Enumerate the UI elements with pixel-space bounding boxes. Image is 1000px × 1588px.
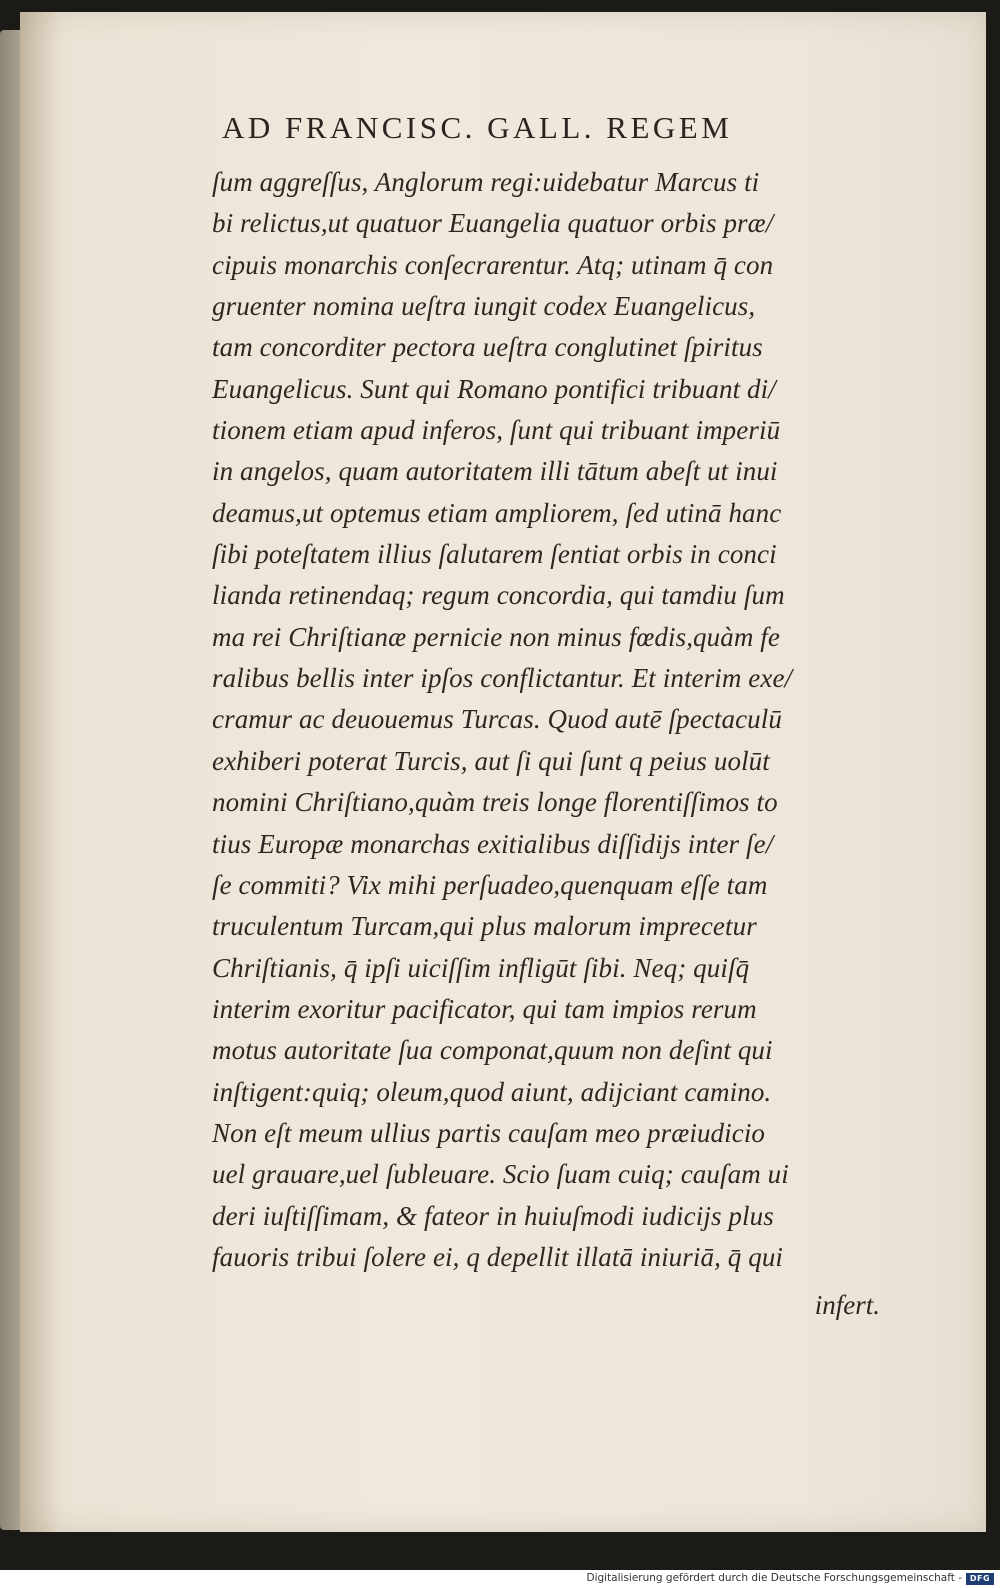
text-block xyxy=(212,162,902,1278)
gutter-shadow xyxy=(20,12,60,1532)
dfg-logo-icon: DFG xyxy=(966,1573,994,1585)
text-line: tius Europæ monarchas exitialibus diſſidijs inter ſe/ xyxy=(212,828,774,859)
text-line: bi relictus,ut quatuor Euangelia quatuor orbis præ/ xyxy=(212,208,774,239)
text-line: uel grauare,uel ſubleuare. Scio ſuam cuiq; cauſam ui xyxy=(212,1159,789,1190)
text-line: lianda retinendaq; regum concordia, qui tamdiu ſum xyxy=(212,580,785,611)
footer-bar xyxy=(0,1570,1000,1588)
text-line: interim exoritur pacificator, qui tam impios rerum xyxy=(212,993,757,1024)
running-head: AD FRANCISC. GALL. REGEM xyxy=(222,110,733,145)
text-line: cipuis monarchis conſecrarentur. Atq; utinam q̄ con xyxy=(212,249,774,280)
text-line: tionem etiam apud inferos, ſunt qui tribuant imperiū xyxy=(212,415,781,446)
text-line: exhiberi poterat Turcis, aut ſi qui ſunt q peius uolūt xyxy=(212,745,770,776)
text-line: ſum aggreſſus, Anglorum regi:uidebatur Marcus ti xyxy=(212,167,760,197)
text-line: nomini Chriſtiano,quàm treis longe florentiſſimos to xyxy=(212,787,778,818)
text-line: cramur ac deuouemus Turcas. Quod autē ſpectaculū xyxy=(212,704,782,735)
text-line: Chriſtianis, q̄ ipſi uiciſſim infligūt ſibi. Neq; quiſq̄ xyxy=(212,952,750,983)
text-line: gruenter nomina ueſtra iungit codex Euangelicus, xyxy=(212,291,756,322)
text-line: fauoris tribui ſolere ei, q depellit illatā iniuriā, q̄ qui xyxy=(212,1241,784,1272)
text-line: tam concorditer pectora ueſtra conglutinet ſpiritus xyxy=(212,332,763,363)
text-line: ralibus bellis inter ipſos conflictantur. Et interim exe/ xyxy=(212,663,793,694)
catchword: infert. xyxy=(814,1290,880,1320)
text-line: ſe commiti? Vix mihi perſuadeo,quenquam eſſe tam xyxy=(212,869,768,900)
funding-credit: Digitalisierung gefördert durch die Deutsche Forschungsgemeinschaft - xyxy=(586,1572,962,1584)
text-line: ma rei Chriſtianæ pernicie non minus fœdis,quàm fe xyxy=(212,621,780,652)
text-line: Euangelicus. Sunt qui Romano pontifici tribuant di/ xyxy=(212,373,776,404)
text-line: truculentum Turcam,qui plus malorum imprecetur xyxy=(212,911,757,942)
text-line: inſtigent:quiq; oleum,quod aiunt, adijciant camino. xyxy=(212,1076,772,1107)
text-line: ſibi poteſtatem illius ſalutarem ſentiat orbis in conci xyxy=(212,539,777,570)
text-line: deamus,ut optemus etiam ampliorem, ſed utinā hanc xyxy=(212,497,782,528)
text-line: deri iuſtiſſimam, & fateor in huiuſmodi iudicijs plus xyxy=(212,1200,774,1231)
text-line: motus autoritate ſua componat,quum non deſint qui xyxy=(212,1035,773,1066)
text-line: in angelos, quam autoritatem illi tātum abeſt ut inui xyxy=(212,456,778,487)
text-line: Non eſt meum ullius partis cauſam meo præiudicio xyxy=(212,1117,766,1148)
